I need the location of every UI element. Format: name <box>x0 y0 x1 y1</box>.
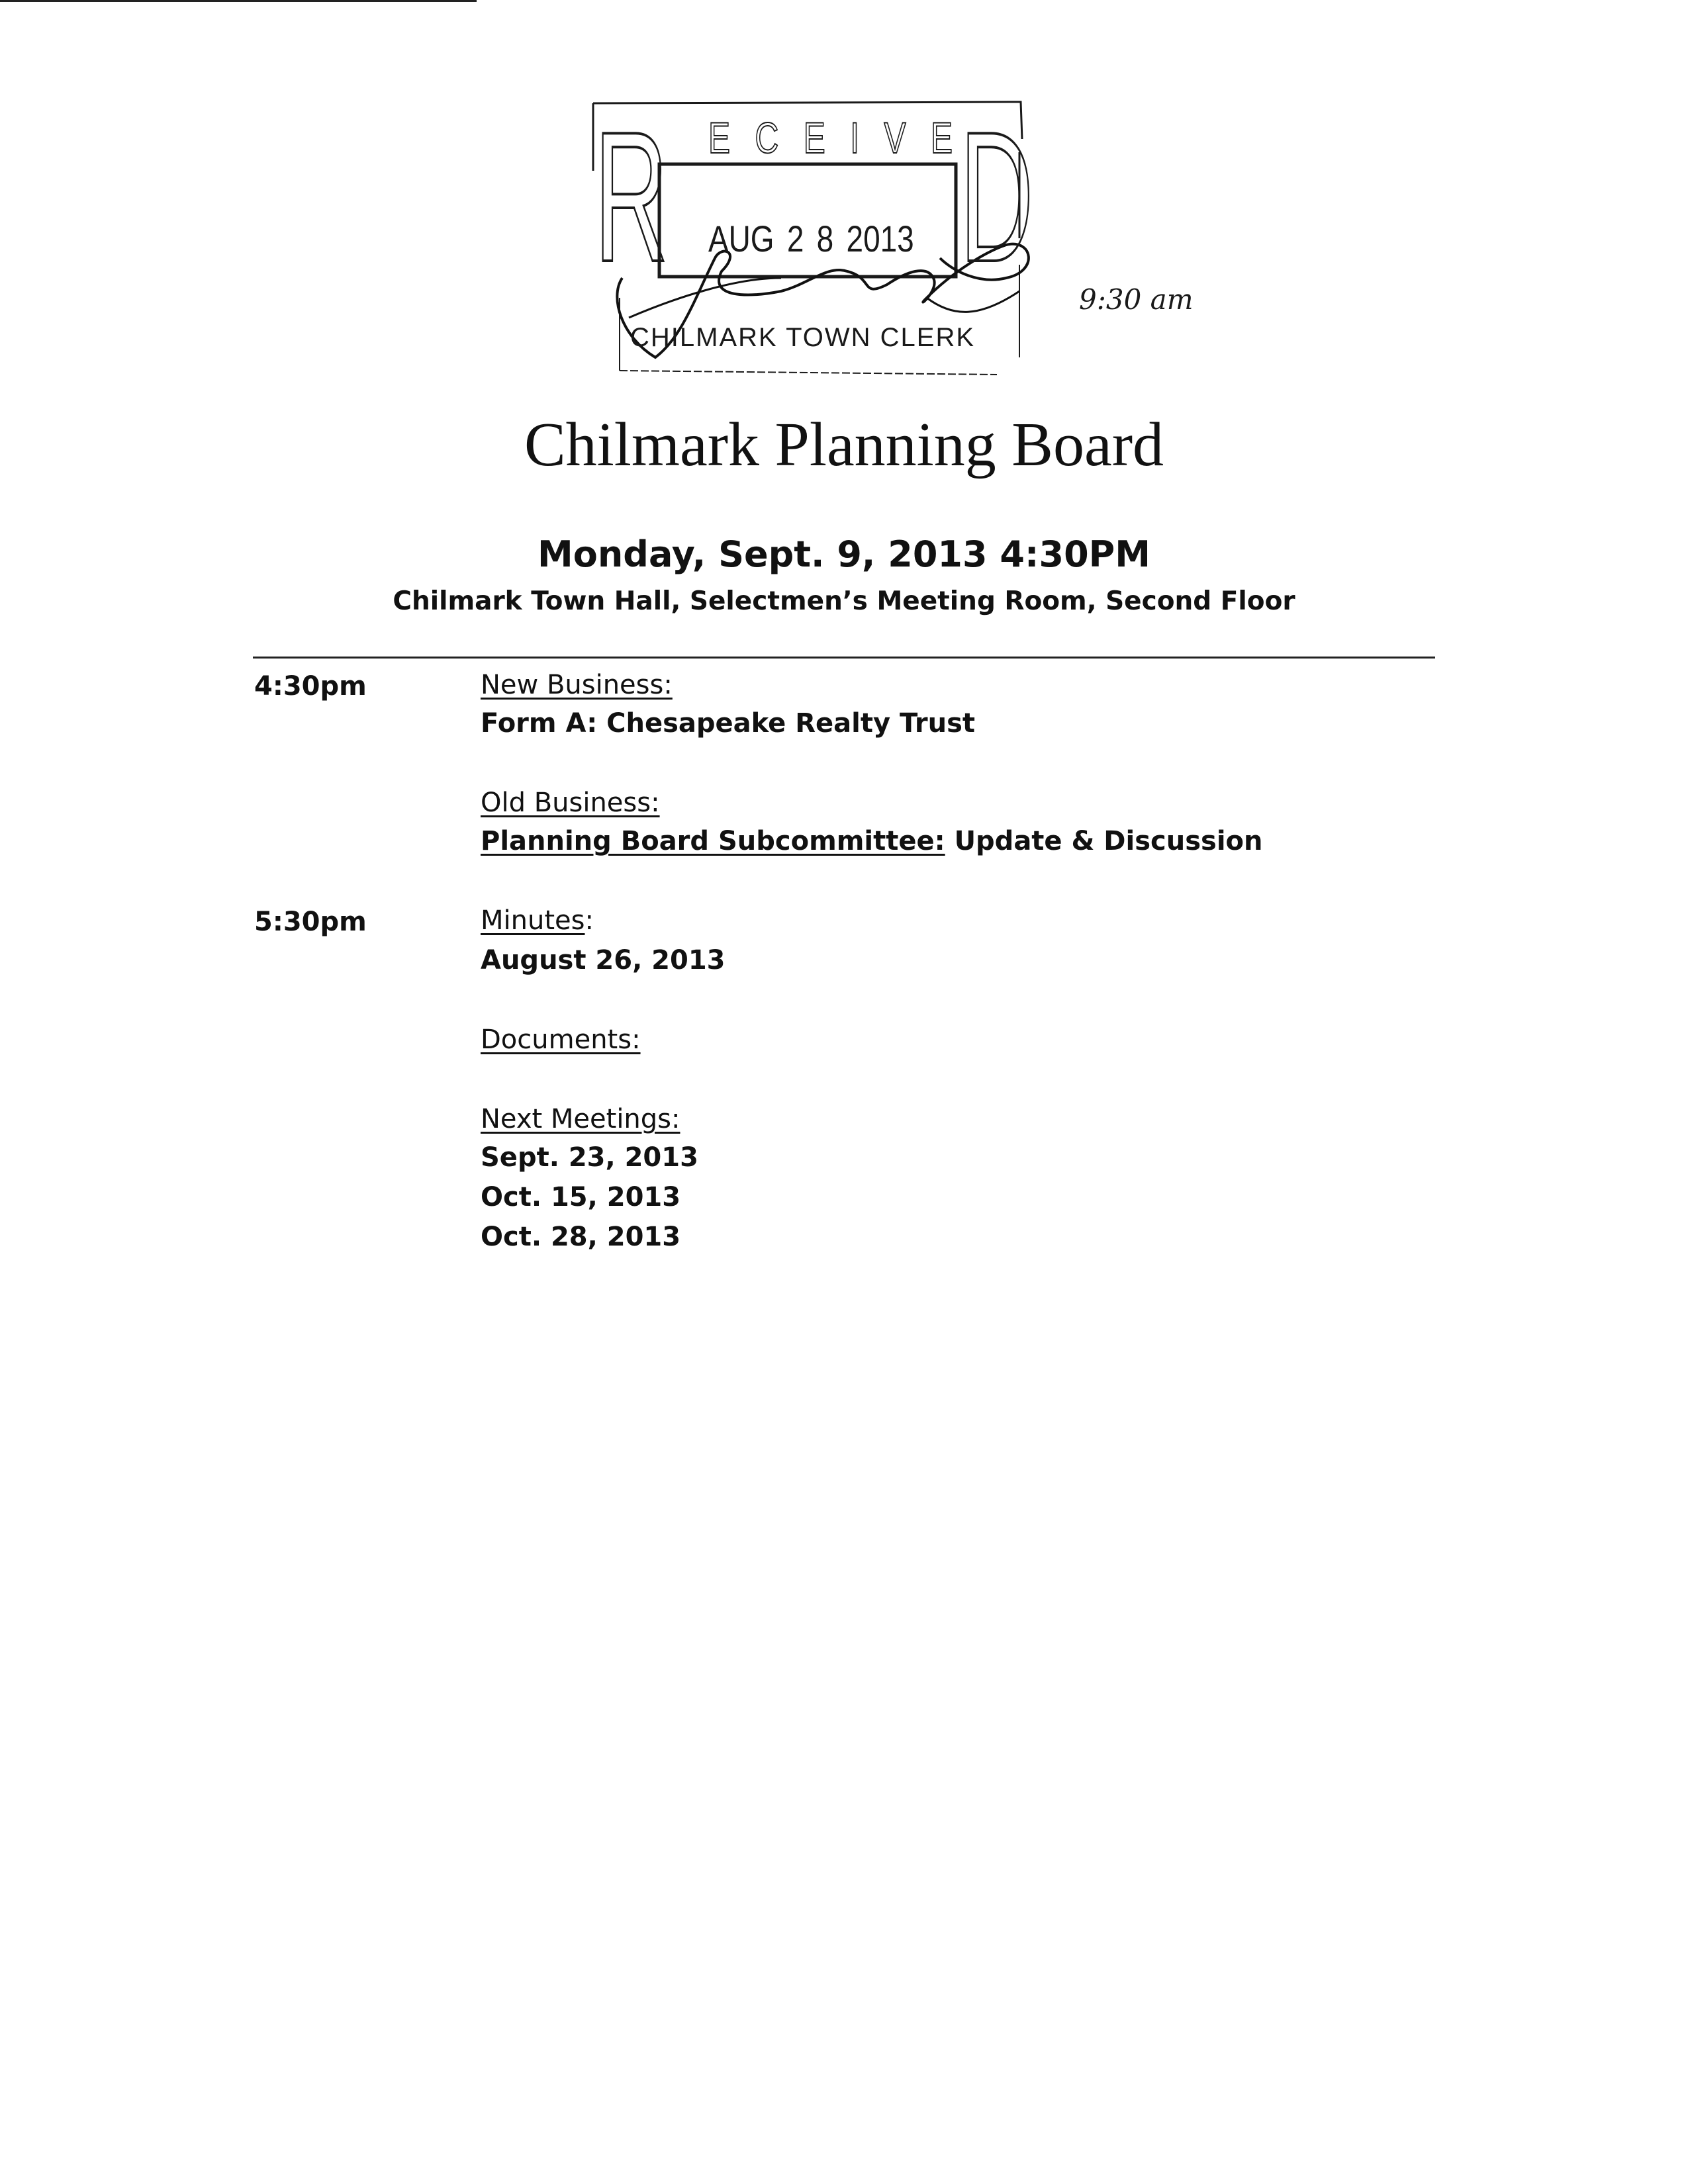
next-meeting-date: Oct. 28, 2013 <box>481 1222 681 1252</box>
stamp-letter-d: D <box>960 94 1034 300</box>
subcommittee-label: Planning Board Subcommittee: <box>481 826 945 856</box>
next-meeting-date: Oct. 15, 2013 <box>481 1182 681 1212</box>
subcommittee-text: Update & Discussion <box>945 826 1263 856</box>
old-business-heading: Old Business: <box>481 788 660 818</box>
minutes-heading-colon: : <box>585 905 594 936</box>
meeting-location: Chilmark Town Hall, Selectmen’s Meeting Room, Second Floor <box>393 586 1295 616</box>
next-meetings-heading: Next Meetings: <box>481 1104 680 1134</box>
slot-time-1: 4:30pm <box>254 671 367 702</box>
page-title: Chilmark Planning Board <box>524 410 1164 479</box>
meeting-date-time: Monday, Sept. 9, 2013 4:30PM <box>538 533 1150 575</box>
stamp-office: CHILMARK TOWN CLERK <box>630 323 976 352</box>
documents-heading: Documents: <box>481 1024 641 1055</box>
slot-time-2: 5:30pm <box>254 907 367 937</box>
new-business-heading: New Business: <box>481 670 673 700</box>
new-business-item: Form A: Chesapeake Realty Trust <box>481 708 976 739</box>
old-business-item <box>481 826 1262 856</box>
handwritten-time: 9:30 am <box>1079 283 1194 316</box>
minutes-heading <box>481 905 594 936</box>
stamp-letter-r: R <box>594 94 669 300</box>
minutes-heading-text: Minutes <box>481 905 585 936</box>
stamp-date: AUG 2 8 2013 <box>708 218 914 259</box>
stamp-letters: ECEIVE <box>708 113 978 162</box>
minutes-item: August 26, 2013 <box>481 945 726 976</box>
next-meeting-date: Sept. 23, 2013 <box>481 1142 698 1173</box>
